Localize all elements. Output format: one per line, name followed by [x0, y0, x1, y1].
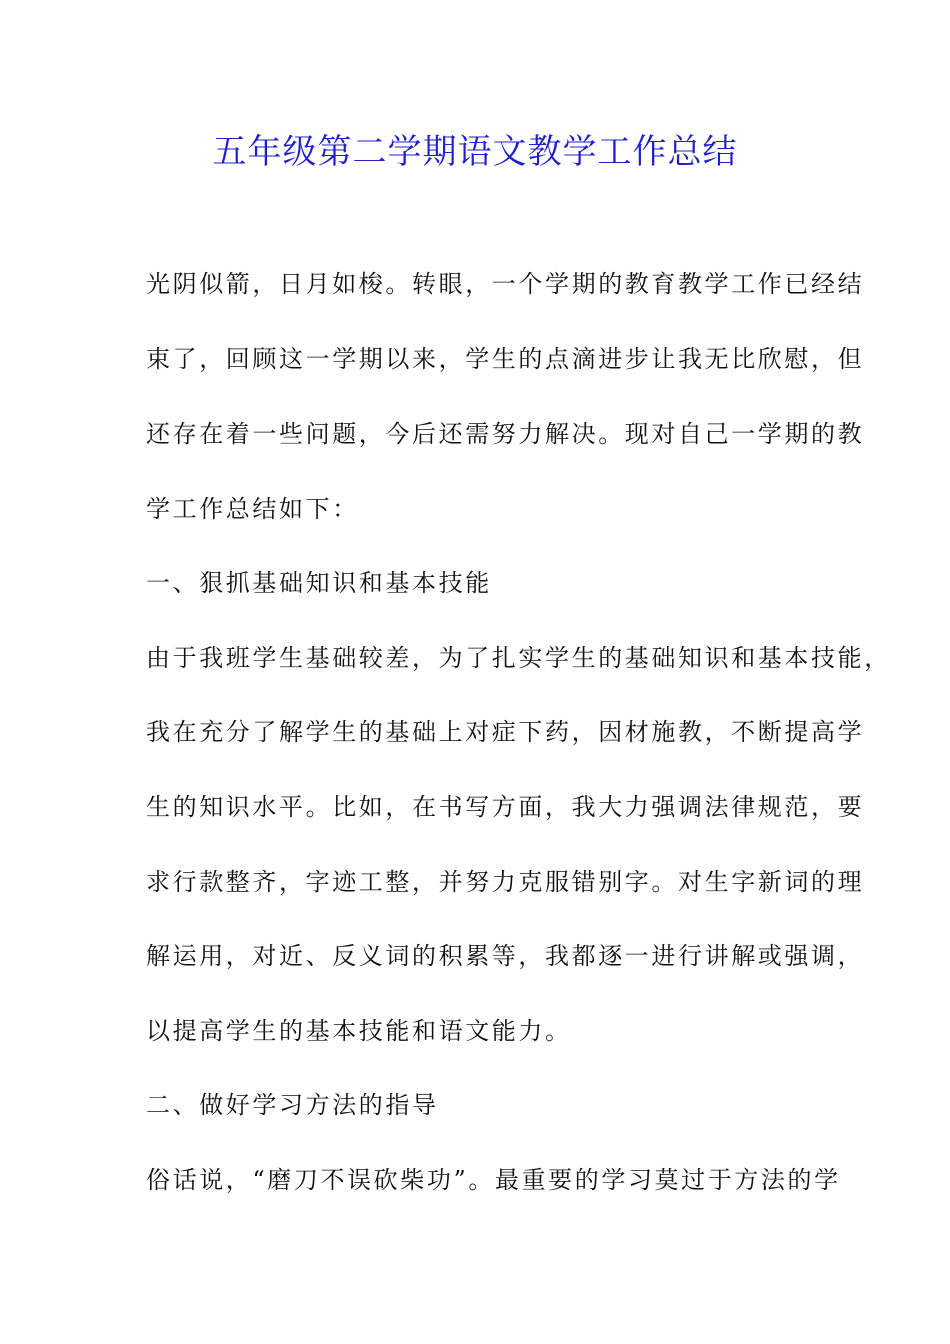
section-heading-1: 一、狠抓基础知识和基本技能 [146, 569, 492, 597]
body-line-6: 我在充分了解学生的基础上对症下药，因材施教，不断提高学 [146, 718, 865, 746]
body-line-9: 解运用，对近、反义词的积累等，我都逐一进行讲解或强调， [146, 942, 865, 970]
body-line-2: 束了，回顾这一学期以来，学生的点滴进步让我无比欣慰，但 [146, 345, 865, 373]
body-line-1: 光阴似箭，日月如梭。转眼，一个学期的教育教学工作已经结 [146, 270, 865, 298]
document-title: 五年级第二学期语文教学工作总结 [212, 132, 738, 172]
body-line-3: 还存在着一些问题，今后还需努力解决。现对自己一学期的教 [146, 420, 865, 448]
body-line-11: 俗话说，“磨刀不误砍柴功”。最重要的学习莫过于方法的学 [146, 1166, 841, 1194]
body-line-8: 求行款整齐，字迹工整，并努力克服错别字。对生字新词的理 [146, 868, 865, 896]
body-line-4: 学工作总结如下： [146, 495, 359, 523]
body-line-7: 生的知识水平。比如，在书写方面，我大力强调法律规范，要 [146, 793, 865, 821]
body-line-10: 以提高学生的基本技能和语文能力。 [146, 1017, 572, 1045]
section-heading-2: 二、做好学习方法的指导 [146, 1091, 439, 1119]
body-line-5: 由于我班学生基础较差，为了扎实学生的基础知识和基本技能， [146, 644, 891, 672]
